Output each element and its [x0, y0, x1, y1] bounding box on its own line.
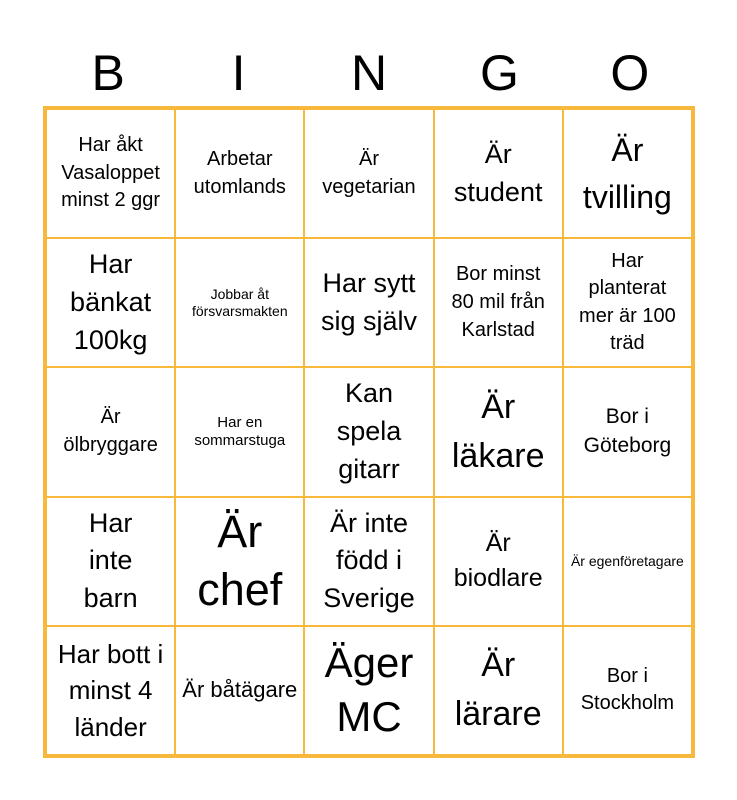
bingo-header [43, 42, 695, 104]
bingo-cell[interactable] [563, 367, 692, 496]
bingo-cell[interactable] [304, 626, 433, 755]
cell-text: Jobbar åt försvarsmakten [191, 285, 288, 319]
bingo-cell[interactable] [434, 367, 563, 496]
cell-text: Är lärare [454, 646, 542, 734]
header-letter-o: O [610, 45, 650, 101]
cell-text: Är tvilling [582, 132, 672, 215]
bingo-cell[interactable] [563, 238, 692, 367]
cell-text: Bor i Göteborg [583, 405, 672, 457]
cell-text: Är student [453, 138, 543, 207]
cell-text: Är egenföretagare [570, 552, 684, 569]
cell-text: Är läkare [451, 387, 545, 475]
bingo-cell[interactable] [46, 626, 175, 755]
cell-text: Är vegetarian [322, 148, 416, 198]
bingo-cell[interactable] [434, 109, 563, 238]
header-letter-b: B [91, 45, 125, 101]
cell-text: Har inte barn [83, 507, 138, 614]
cell-text: Har bott i minst 4 länder [57, 638, 164, 742]
cell-text: Har bänkat 100kg [70, 249, 152, 355]
cell-text: Har en sommarstuga [194, 413, 286, 449]
bingo-cell[interactable] [175, 497, 304, 626]
bingo-cell[interactable] [434, 238, 563, 367]
cell-text: Arbetar utomlands [193, 148, 286, 198]
cell-text: Bor minst 80 mil från Karlstad [451, 263, 545, 341]
bingo-cell[interactable] [46, 497, 175, 626]
cell-text: Är biodlare [453, 529, 543, 593]
cell-text: Kan spela gitarr [336, 378, 402, 484]
bingo-cell[interactable] [304, 238, 433, 367]
header-letter-i: I [231, 45, 246, 101]
cell-text: Är båtägare [182, 677, 298, 703]
cell-text: Är inte född i Sverige [323, 507, 415, 614]
bingo-cell[interactable] [46, 238, 175, 367]
cell-text: Är ölbryggare [63, 406, 158, 456]
bingo-cell[interactable] [434, 626, 563, 755]
bingo-cell[interactable] [563, 626, 692, 755]
bingo-cell[interactable] [304, 367, 433, 496]
bingo-cell[interactable] [175, 238, 304, 367]
bingo-cell[interactable] [46, 109, 175, 238]
bingo-cell[interactable] [304, 497, 433, 626]
cell-text: Bor i Stockholm [580, 664, 675, 715]
bingo-cell[interactable] [175, 367, 304, 496]
bingo-cell[interactable] [175, 109, 304, 238]
cell-text: Är chef [197, 505, 283, 616]
bingo-cell[interactable] [175, 626, 304, 755]
bingo-cell[interactable] [46, 367, 175, 496]
bingo-board [43, 106, 695, 758]
bingo-cell[interactable] [304, 109, 433, 238]
cell-text: Äger MC [324, 638, 414, 741]
cell-text: Har planterat mer är 100 träd [579, 249, 676, 355]
bingo-cell[interactable] [434, 497, 563, 626]
header-letter-g: G [479, 45, 519, 101]
header-letter-n: N [350, 45, 388, 101]
cell-text: Har åkt Vasaloppet minst 2 ggr [61, 134, 161, 212]
bingo-cell[interactable] [563, 109, 692, 238]
cell-text: Har sytt sig själv [320, 267, 417, 336]
bingo-cell[interactable] [563, 497, 692, 626]
